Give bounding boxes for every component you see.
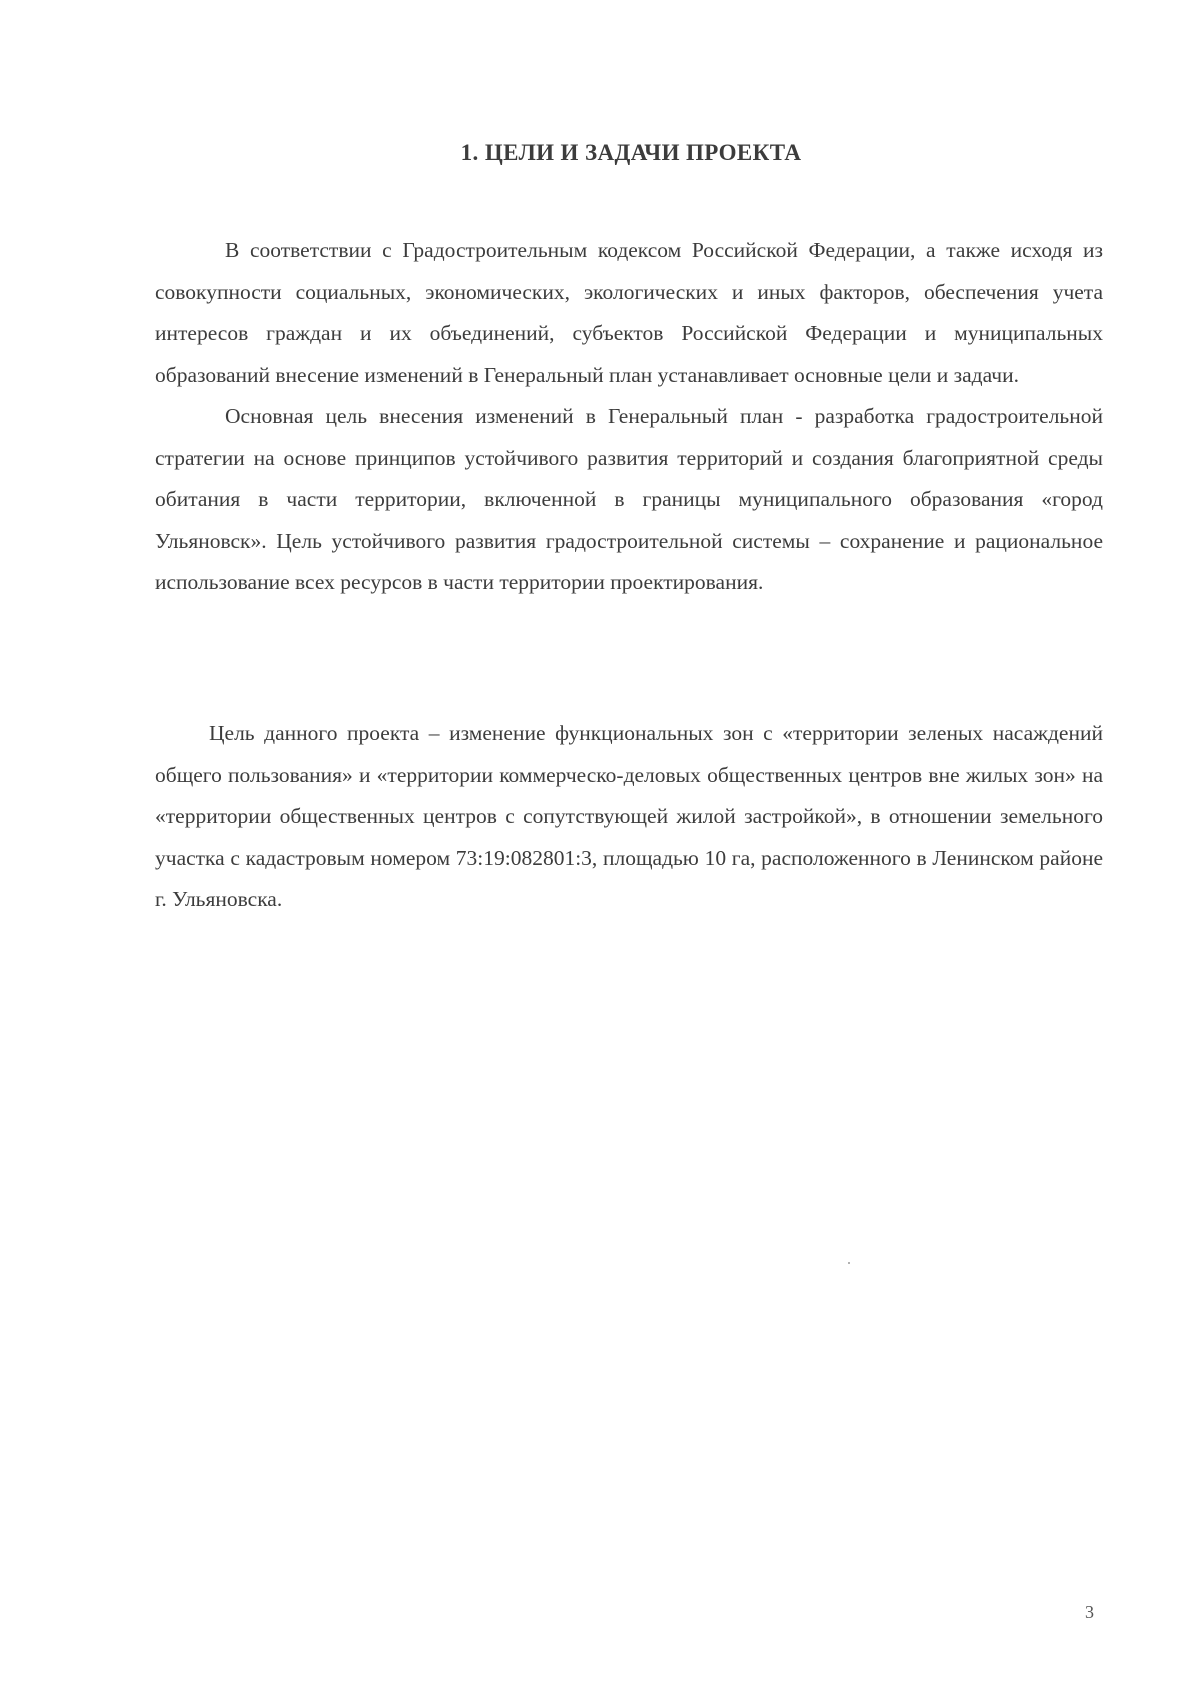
intro-text-block: [155, 230, 1103, 604]
paragraph-main-goal: Основная цель внесения изменений в Генеральный план - разработка градостроительной стратегии на основе принципов устойчивого развития территорий и создания благоприятной среды обитания в части территории, включенной в границы муниципального образования «город Ульяновск». Цель устойчивого развития градостроительной системы – сохранение и рациональное использование всех ресурсов в части территории проектирования.: [155, 404, 1103, 594]
page-number: 3: [1085, 1602, 1094, 1622]
scan-speck: [848, 1262, 850, 1264]
project-goal-text-block: [155, 713, 1103, 921]
section-title: 1. ЦЕЛИ И ЗАДАЧИ ПРОЕКТА: [460, 140, 802, 165]
paragraph-project-goal: Цель данного проекта – изменение функциональных зон с «территории зеленых насаждений общего пользования» и «территории коммерческо-деловых общественных центров вне жилых зон» на «территории общественных центров с сопутствующей жилой застройкой», в отношении земельного участка с кадастровым номером 73:19:082801:3, площадью 10 га, расположенного в Ленинском районе г. Ульяновска.: [155, 721, 1103, 911]
paragraph-legal-basis: В соответствии с Градостроительным кодексом Российской Федерации, а также исходя из совокупности социальных, экономических, экологических и иных факторов, обеспечения учета интересов граждан и их объединений, субъектов Российской Федерации и муниципальных образований внесение изменений в Генеральный план устанавливает основные цели и задачи.: [155, 238, 1103, 387]
